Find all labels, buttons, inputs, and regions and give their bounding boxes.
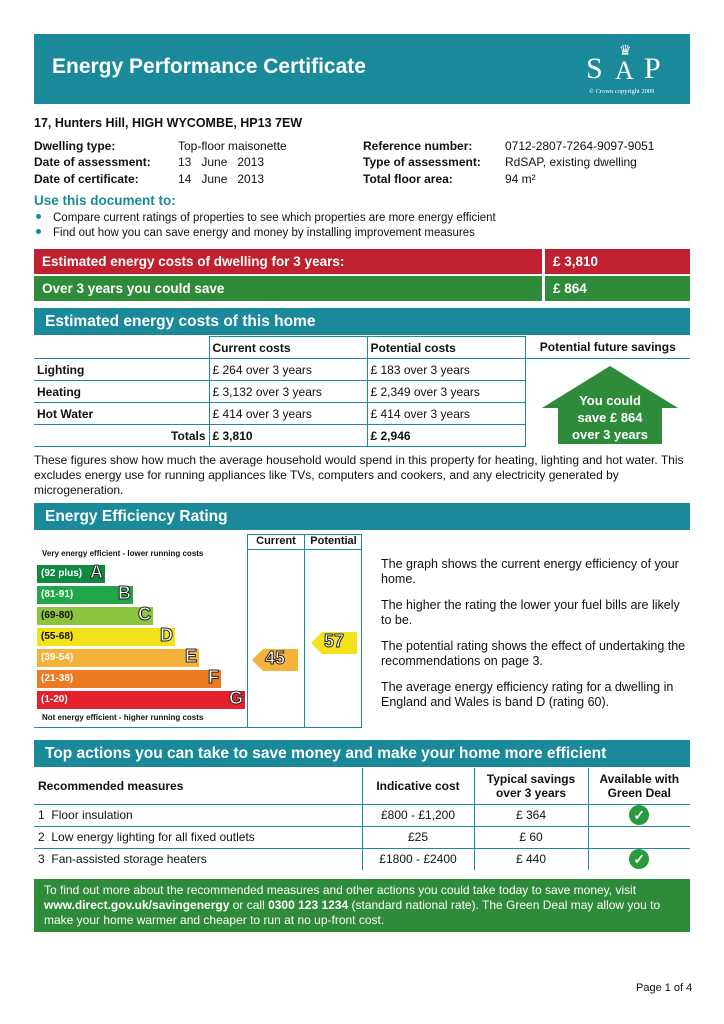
rating-paragraph: The graph shows the current energy efficiency of your home. [381, 557, 679, 586]
actions-table [34, 768, 690, 870]
rating-explanation [381, 557, 689, 710]
crown-copyright: © Crown copyright 2009 [589, 88, 655, 95]
rating-band-a [37, 562, 105, 583]
savingenergy-link[interactable]: www.direct.gov.uk/savingenergy [44, 898, 230, 912]
rating-band-c [37, 604, 153, 625]
bullet-icon [36, 229, 41, 234]
action-cost: £25 [362, 826, 474, 848]
sap-letter-p: P [644, 52, 661, 85]
table-row [34, 848, 690, 870]
rating-paragraph: The average energy efficiency rating for a dwelling in England and Wales is band D (rating 60). [381, 680, 674, 709]
action-saving: £ 60 [474, 826, 588, 848]
rating-paragraph: The higher the rating the lower your fuel bills are likely to be. [381, 598, 680, 627]
action-saving: £ 440 [474, 848, 588, 870]
band-range: (39-54) [41, 652, 74, 663]
cost-row-potential: £ 414 over 3 years [367, 403, 525, 425]
sap-letter-a: A [615, 56, 634, 85]
checkmark-icon: ✓ [629, 849, 649, 869]
band-range: (55-68) [41, 631, 74, 642]
assessment-date-label: Date of assessment: [34, 155, 151, 169]
costs-header-savings: Potential future savings [525, 337, 690, 359]
band-letter: B [118, 583, 131, 603]
page-number: Page 1 of 4 [636, 982, 693, 994]
rating-band-g [37, 688, 245, 709]
rating-section-header: Energy Efficiency Rating [34, 503, 690, 530]
estimated-cost-bar: Estimated energy costs of dwelling for 3 years: [34, 249, 542, 274]
action-measure: 3 Fan-assisted storage heaters [34, 848, 362, 870]
dwelling-type-value: Top-floor maisonette [178, 139, 287, 153]
cost-row-current: £ 264 over 3 years [209, 359, 367, 381]
totals-label: Totals [34, 425, 209, 447]
action-green-deal [588, 804, 690, 826]
action-cost: £1800 - £2400 [362, 848, 474, 870]
cost-row-potential: £ 2,349 over 3 years [367, 381, 525, 403]
rating-band-f [37, 667, 221, 688]
total-potential: £ 2,946 [367, 425, 525, 447]
cost-row-label: Lighting [34, 359, 209, 381]
actions-header-savings: Typical savings over 3 years [474, 768, 588, 804]
actions-section-header: Top actions you can take to save money and make your home more efficient [34, 740, 690, 767]
total-current: £ 3,810 [209, 425, 367, 447]
cost-row-label: Heating [34, 381, 209, 403]
rating-band-e [37, 646, 199, 667]
current-column [247, 534, 305, 728]
actions-header-measures: Recommended measures [34, 768, 362, 804]
cost-row-potential: £ 183 over 3 years [367, 359, 525, 381]
assessment-date-value: 13 June 2013 [178, 155, 265, 169]
rating-band-d [37, 625, 175, 646]
costs-header-current: Current costs [209, 337, 367, 359]
bullet-icon [36, 214, 41, 219]
band-letter: D [160, 625, 173, 645]
use-document-title: Use this document to: [34, 193, 176, 208]
use-bullet: Compare current ratings of properties to see which properties are more energy efficient [36, 212, 496, 224]
action-saving: £ 364 [474, 804, 588, 826]
assessment-type-value: RdSAP, existing dwelling [505, 155, 637, 169]
costs-header-row [34, 337, 690, 359]
band-letter: E [184, 646, 197, 666]
rating-band-b [37, 583, 133, 604]
table-row [34, 826, 690, 848]
potential-rating-value: 57 [324, 631, 345, 651]
cost-row-current: £ 3,132 over 3 years [209, 381, 367, 403]
costs-section-header: Estimated energy costs of this home [34, 308, 690, 335]
certificate-date-label: Date of certificate: [34, 172, 139, 186]
checkmark-icon: ✓ [629, 805, 649, 825]
reference-value: 0712-2807-7264-9097-9051 [505, 139, 655, 153]
rating-bottom-note: Not energy efficient - higher running costs [42, 713, 204, 722]
actions-header-green-deal: Available with Green Deal [588, 768, 690, 804]
reference-label: Reference number: [363, 139, 473, 153]
cost-row-current: £ 414 over 3 years [209, 403, 367, 425]
actions-header-cost: Indicative cost [362, 768, 474, 804]
sap-letter-s: S [586, 52, 603, 85]
current-rating-value: 45 [265, 648, 286, 668]
band-letter: A [90, 562, 103, 582]
band-letter: G [228, 688, 243, 708]
band-letter: C [138, 604, 151, 624]
potential-column-header: Potential [310, 535, 357, 547]
page-title: Energy Performance Certificate [52, 55, 366, 78]
estimated-cost-value: £ 3,810 [545, 249, 690, 274]
crown-icon: ♛ [619, 42, 632, 58]
action-green-deal [588, 848, 690, 870]
costs-header-potential: Potential costs [367, 337, 525, 359]
action-measure: 2 Low energy lighting for all fixed outlets [34, 826, 362, 848]
costs-note: These figures show how much the average household would spend in this property for heating, lighting and hot water. This excludes energy use for running appliances like TVs, computers and cookers, and any electricity generated by microgeneration. [34, 453, 684, 497]
green-deal-info-box: To find out more about the recommended measures and other actions you could take today to save money, visit www.direct.gov.uk/savingenergy or call 0300 123 1234 (standard national rate). The Green Deal may allow you to make your home warmer and cheaper to run at no up-front cost. [34, 879, 690, 932]
cost-row-label: Hot Water [34, 403, 209, 425]
actions-header-row [34, 768, 690, 804]
property-address: 17, Hunters Hill, HIGH WYCOMBE, HP13 7EW [34, 116, 303, 130]
assessment-type-label: Type of assessment: [363, 155, 481, 169]
band-range: (92 plus) [41, 568, 83, 579]
floor-area-label: Total floor area: [363, 172, 453, 186]
band-range: (1-20) [41, 694, 68, 705]
floor-area-value: 94 m² [505, 172, 536, 186]
savings-bar: Over 3 years you could save [34, 276, 542, 301]
band-letter: F [208, 667, 219, 687]
phone-number: 0300 123 1234 [268, 898, 349, 912]
action-green-deal [588, 826, 690, 848]
savings-badge-text: You could save £ 864 over 3 years [572, 393, 648, 442]
costs-header-blank [34, 337, 209, 359]
current-column-header: Current [256, 535, 296, 547]
action-cost: £800 - £1,200 [362, 804, 474, 826]
action-measure: 1 Floor insulation [34, 804, 362, 826]
band-range: (81-91) [41, 589, 74, 600]
rating-top-note: Very energy efficient - lower running costs [42, 549, 204, 558]
table-row [34, 804, 690, 826]
savings-value: £ 864 [545, 276, 690, 301]
use-bullet: Find out how you can save energy and money by installing improvement measures [36, 227, 475, 239]
sap-logo [586, 42, 676, 98]
band-range: (69-80) [41, 610, 74, 621]
certificate-date-value: 14 June 2013 [178, 172, 265, 186]
band-range: (21-38) [41, 673, 74, 684]
dwelling-type-label: Dwelling type: [34, 139, 116, 153]
rating-paragraph: The potential rating shows the effect of undertaking the recommendations on page 3. [381, 639, 686, 668]
